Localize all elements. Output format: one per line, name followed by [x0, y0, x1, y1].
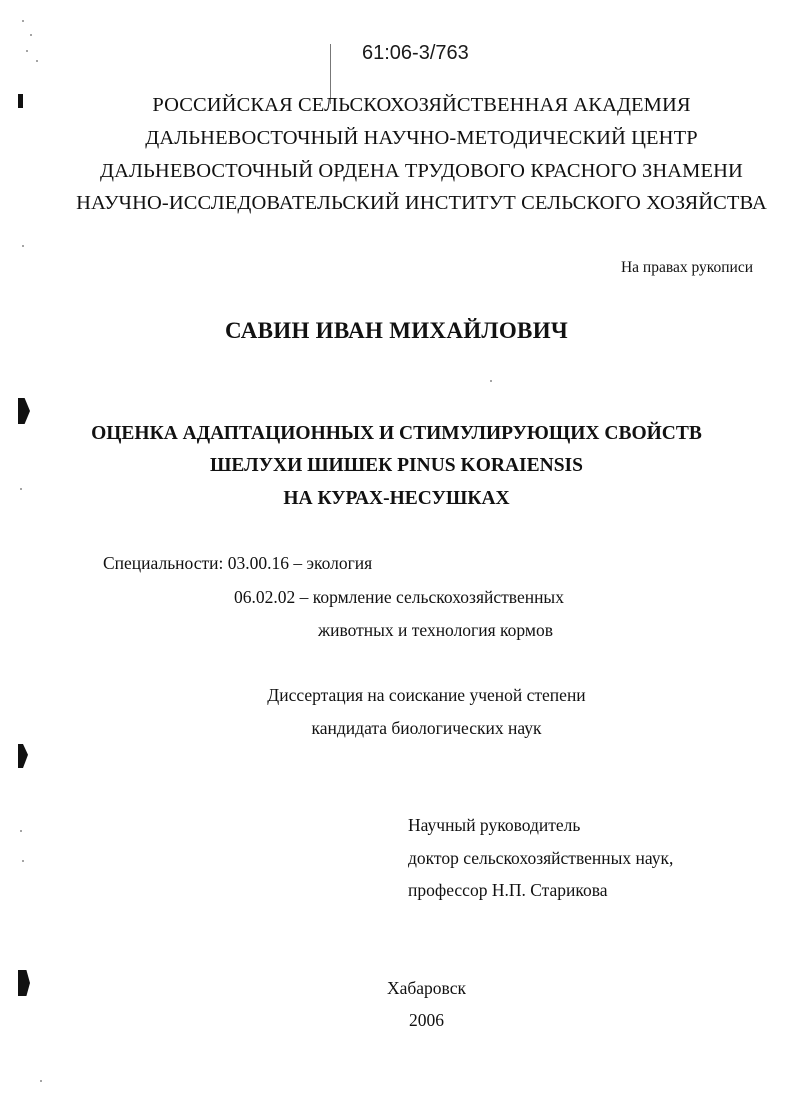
scan-speck — [22, 860, 24, 862]
specialty-line-3: животных и технология кормов — [318, 620, 553, 640]
scan-mark-2 — [18, 398, 30, 424]
degree-line-2: кандидата биологических наук — [311, 718, 542, 738]
scan-speck — [26, 50, 28, 52]
scan-speck — [36, 60, 38, 62]
institution-line-4: НАУЧНО-ИССЛЕДОВАТЕЛЬСКИЙ ИНСТИТУТ СЕЛЬСКОГО ХОЗЯЙСТВА — [76, 192, 767, 214]
manuscript-rights-note: На правах рукописи — [620, 259, 753, 276]
supervisor-line-1: Научный руководитель — [408, 815, 581, 835]
scan-mark-4 — [18, 970, 30, 996]
scan-speck — [40, 1080, 42, 1082]
city: Хабаровск — [386, 978, 466, 998]
specialty-line-1: Специальности: 03.00.16 – экология — [103, 553, 373, 573]
degree-line-1: Диссертация на соискание ученой степени — [267, 685, 586, 705]
scan-mark-3 — [18, 744, 28, 768]
institution-line-1: РОССИЙСКАЯ СЕЛЬСКОХОЗЯЙСТВЕННАЯ АКАДЕМИЯ — [152, 94, 691, 116]
institution-line-2: ДАЛЬНЕВОСТОЧНЫЙ НАУЧНО-МЕТОДИЧЕСКИЙ ЦЕНТР — [145, 127, 698, 149]
institution-line-3: ДАЛЬНЕВОСТОЧНЫЙ ОРДЕНА ТРУДОВОГО КРАСНОГО ЗНАМЕНИ — [100, 160, 743, 182]
title-line-3: НА КУРАХ-НЕСУШКАХ — [283, 488, 510, 509]
scan-speck — [22, 20, 24, 22]
scan-mark-1 — [18, 94, 23, 108]
title-line-1: ОЦЕНКА АДАПТАЦИОННЫХ И СТИМУЛИРУЮЩИХ СВОЙСТВ — [91, 423, 702, 444]
author-name: САВИН ИВАН МИХАЙЛОВИЧ — [224, 318, 569, 343]
scan-speck — [20, 830, 22, 832]
scan-speck — [490, 380, 492, 382]
scan-speck — [30, 34, 32, 36]
title-line-2: ШЕЛУХИ ШИШЕК PINUS KORAIENSIS — [210, 455, 583, 476]
supervisor-line-2: доктор сельскохозяйственных наук, — [408, 848, 674, 868]
archive-code: 61:06-3/763 — [362, 42, 469, 64]
specialty-line-2: 06.02.02 – кормление сельскохозяйственных — [234, 587, 564, 607]
supervisor-line-3: профессор Н.П. Старикова — [408, 880, 608, 900]
scan-speck — [22, 245, 24, 247]
year: 2006 — [409, 1010, 444, 1030]
